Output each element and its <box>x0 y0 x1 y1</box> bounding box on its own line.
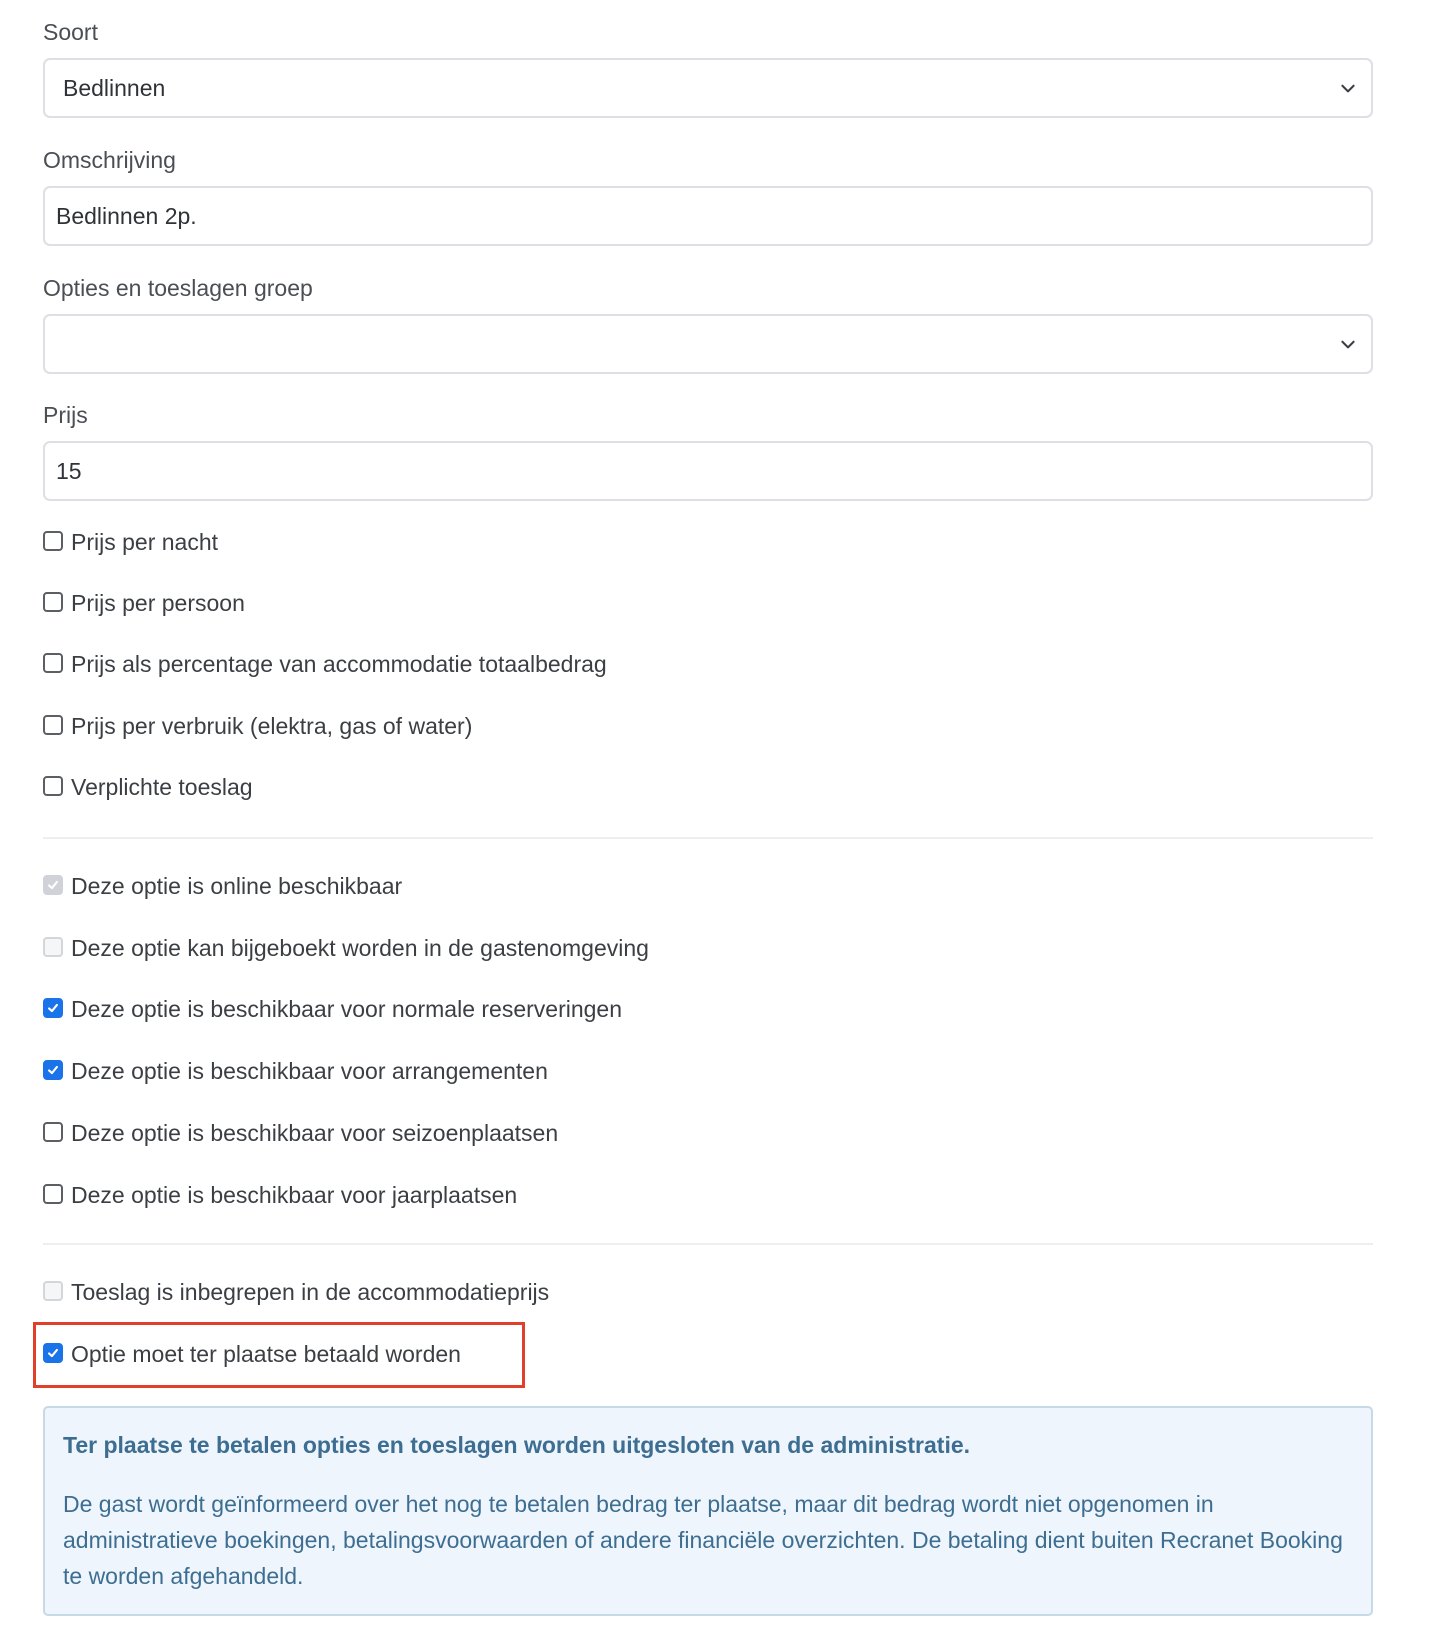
checkbox-seizoenplaatsen[interactable] <box>43 1118 558 1148</box>
checkbox-box <box>43 937 63 957</box>
prijs-input[interactable] <box>43 441 1373 501</box>
omschrijving-label: Omschrijving <box>43 147 176 173</box>
checkbox-box <box>43 1281 63 1301</box>
info-alert-text: De gast wordt geïnformeerd over het nog te betalen bedrag ter plaatse, maar dit bedrag wordt niet opgenomen in administratieve boekingen, betalingsvoorwaarden of andere financiële overzichten. De betaling dient buiten Recranet Booking te worden afgehandeld. <box>63 1491 1343 1589</box>
omschrijving-input-value: Bedlinnen 2p. <box>56 202 197 229</box>
checkmark-icon <box>46 1063 60 1077</box>
checkbox-label: Verplichte toeslag <box>71 774 253 800</box>
checkmark-icon <box>46 878 60 892</box>
chevron-down-icon <box>1339 335 1357 353</box>
checkbox-normale-reserveringen[interactable] <box>43 994 622 1024</box>
checkbox-label: Deze optie is beschikbaar voor jaarplaatsen <box>71 1182 518 1208</box>
checkbox-arrangementen[interactable] <box>43 1056 548 1086</box>
checkbox-label: Deze optie is beschikbaar voor arrangementen <box>71 1058 548 1084</box>
groep-label: Opties en toeslagen groep <box>43 275 313 301</box>
checkbox-box[interactable] <box>43 531 63 551</box>
checkbox-box <box>43 875 63 895</box>
checkbox-box[interactable] <box>43 776 63 796</box>
section-divider <box>43 837 1373 839</box>
checkbox-online-beschikbaar <box>43 871 402 901</box>
groep-select[interactable] <box>43 314 1373 374</box>
checkbox-box[interactable] <box>43 998 63 1018</box>
checkbox-jaarplaatsen[interactable] <box>43 1180 517 1210</box>
checkbox-box[interactable] <box>43 592 63 612</box>
checkbox-label: Optie moet ter plaatse betaald worden <box>71 1341 461 1367</box>
checkbox-verplichte-toeslag[interactable] <box>43 772 253 802</box>
omschrijving-input[interactable] <box>43 186 1373 246</box>
checkbox-label: Prijs als percentage van accommodatie totaalbedrag <box>71 651 607 677</box>
checkbox-prijs-per-persoon[interactable] <box>43 588 245 618</box>
prijs-label: Prijs <box>43 402 88 428</box>
checkbox-label: Prijs per persoon <box>71 590 245 616</box>
checkbox-label: Prijs per verbruik (elektra, gas of water) <box>71 713 473 739</box>
checkbox-box[interactable] <box>43 653 63 673</box>
info-alert-title: Ter plaatse te betalen opties en toeslagen worden uitgesloten van de administratie. <box>63 1432 971 1458</box>
checkbox-label: Deze optie kan bijgeboekt worden in de gastenomgeving <box>71 935 649 961</box>
prijs-input-value: 15 <box>56 457 82 484</box>
soort-select-value: Bedlinnen <box>63 74 166 101</box>
checkbox-box[interactable] <box>43 1060 63 1080</box>
checkbox-ter-plaatse-betaald[interactable] <box>43 1339 461 1369</box>
section-divider <box>43 1243 1373 1245</box>
soort-label: Soort <box>43 19 98 45</box>
checkbox-label: Toeslag is inbegrepen in de accommodatieprijs <box>71 1279 550 1305</box>
checkmark-icon <box>46 1346 60 1360</box>
chevron-down-icon <box>1339 79 1357 97</box>
soort-select[interactable] <box>43 58 1373 118</box>
checkbox-box[interactable] <box>43 715 63 735</box>
checkbox-inbegrepen-accommodatieprijs <box>43 1277 549 1307</box>
checkbox-box[interactable] <box>43 1184 63 1204</box>
checkbox-prijs-percentage[interactable] <box>43 649 607 679</box>
checkbox-box[interactable] <box>43 1343 63 1363</box>
checkbox-label: Deze optie is beschikbaar voor normale reserveringen <box>71 996 623 1022</box>
info-alert <box>43 1406 1373 1616</box>
checkbox-gastenomgeving <box>43 933 649 963</box>
checkmark-icon <box>46 1001 60 1015</box>
checkbox-prijs-per-verbruik[interactable] <box>43 711 472 741</box>
checkbox-label: Deze optie is online beschikbaar <box>71 873 403 899</box>
checkbox-prijs-per-nacht[interactable] <box>43 527 218 557</box>
checkbox-box[interactable] <box>43 1122 63 1142</box>
checkbox-label: Prijs per nacht <box>71 529 219 555</box>
checkbox-label: Deze optie is beschikbaar voor seizoenplaatsen <box>71 1120 559 1146</box>
